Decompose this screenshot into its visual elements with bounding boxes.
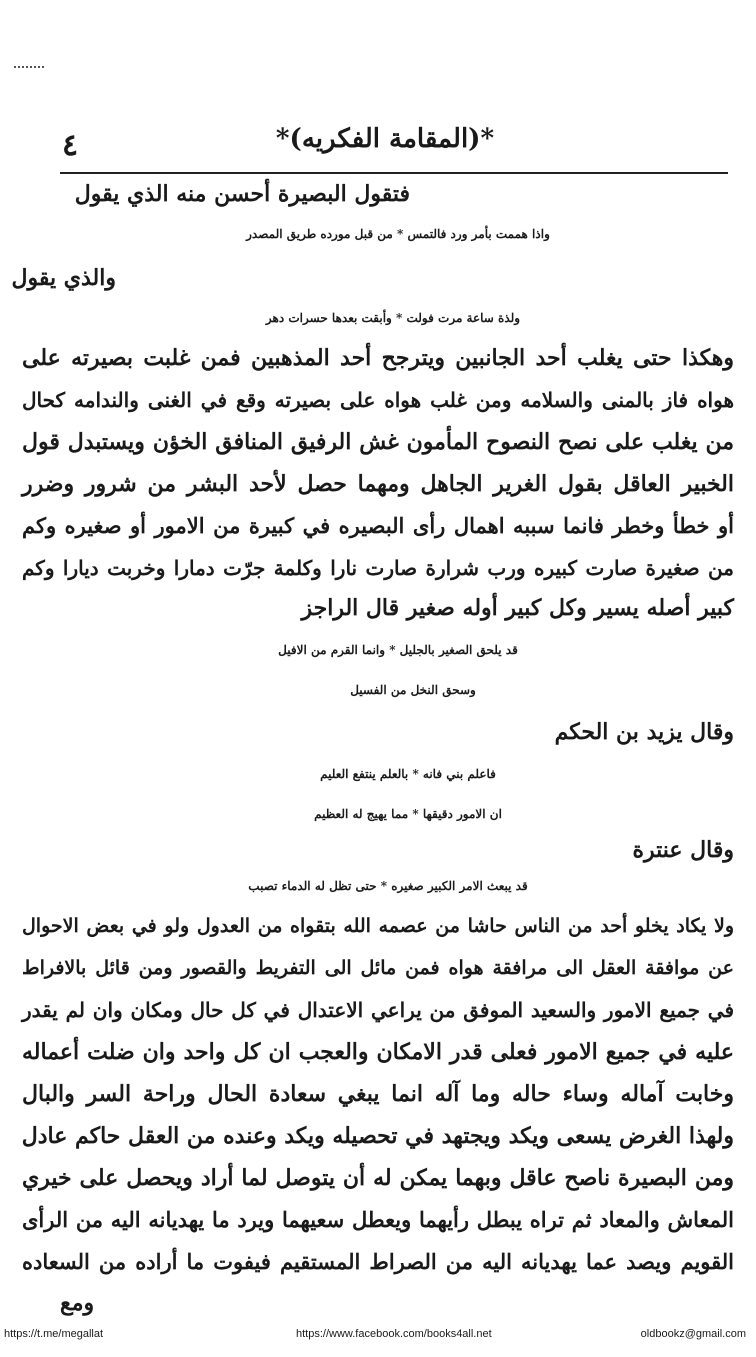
body-line: وهكذا حتى يغلب أحد الجانبين ويترجح أحد المذهبين فمن غلبت بصيرته على	[22, 345, 734, 371]
body-line: من يغلب على نصح النصوح المأمون غش الرفيق المنافق الخؤن ويستبدل قول	[22, 429, 734, 455]
running-head: *(المقامة الفكريه)*	[275, 124, 495, 154]
body-line: كبير أصله يسير وكل كبير أوله صغير قال الراجز	[301, 595, 734, 621]
body-line: عليه في جميع الامور فعلى قدر الامكان والعجب ان كل واحد وان ضلت أعماله	[22, 1039, 734, 1065]
body-line: من صغيرة صارت كبيره ورب شرارة صارت نارا وكلمة جرّت دمارا وخربت ديارا وكم	[22, 556, 734, 580]
verse-line: قد يبعث الامر الكبير صغيره * حتى تظل له الدماء تصبب	[248, 879, 528, 893]
body-line: ولا يكاد يخلو أحد من الناس حاشا من عصمه الله بتقواه من العدول ولو في بعض الاحوال	[22, 915, 734, 937]
catchword: ومع	[60, 1290, 95, 1316]
body-line: ومن البصيرة ناصح عاقل وبهما يمكن له أن يتوصل لما أراد ويحصل على خيري	[22, 1165, 734, 1191]
footer-facebook-link[interactable]: https://www.facebook.com/books4all.net	[296, 1328, 492, 1340]
verse-line: فاعلم بني فانه * بالعلم ينتفع العليم	[320, 767, 496, 781]
body-line: والذي يقول	[11, 265, 116, 291]
body-line: وقال عنترة	[632, 837, 734, 863]
body-line: هواه فاز بالمنى والسلامه ومن غلب هواه على بصيرته وقع في الغنى والندامه كحال	[22, 388, 734, 412]
scan-speck	[14, 66, 44, 72]
footer-email-link[interactable]: oldbookz@gmail.com	[640, 1328, 746, 1340]
body-line: عن موافقة العقل الى مرافقة هواه فمن مائل الى التفريط والقصور ومن قائل بالافراط	[22, 957, 734, 979]
verse-line: ولذة ساعة مرت فولت * وأبقت بعدها حسرات دهر	[265, 311, 521, 325]
body-line: المعاش والمعاد ثم تراه يبطل رأيهما ويعطل سعيهما ويرد ما يهديانه اليه من الرأى	[22, 1207, 734, 1232]
body-line: الخبير العاقل بقول الغرير الجاهل ومهما حصل لأحد البشر من شرور وضرر	[22, 471, 734, 497]
verse-line: ان الامور دقيقها * مما يهيج له العظيم	[314, 807, 502, 821]
verse-line: واذا هممت بأمر ورد فالتمس * من قبل مورده طريق المصدر	[246, 227, 550, 241]
page-number: ٤	[62, 128, 79, 163]
verse-line: وسحق النخل من الفسيل	[350, 683, 476, 697]
body-line: أو خطأ وخطر فانما سببه اهمال رأى البصيره في كبيرة من الامور أو صغيره وكم	[22, 513, 734, 538]
verse-line: قد يلحق الصغير بالجليل * وانما القرم من الافيل	[278, 643, 518, 657]
body-line: فتقول البصيرة أحسن منه الذي يقول	[74, 181, 410, 207]
body-line: القويم ويصد عما يهديانه اليه من الصراط المستقيم فيفوت ما أراده من السعاده	[22, 1249, 734, 1274]
body-line: في جميع الامور والسعيد الموفق من يراعي الاعتدال في كل حال ومكان وان لم يقدر	[22, 998, 734, 1022]
body-line: وخابت آماله وساء حاله وما آله انما يبغي سعادة الحال وراحة السر والبال	[22, 1081, 734, 1107]
body-line: وقال يزيد بن الحكم	[554, 719, 734, 745]
footer-telegram-link[interactable]: https://t.me/megallat	[4, 1328, 104, 1340]
body-line: ولهذا الغرض يسعى ويكد ويجتهد في تحصيله ويكد وعنده من العقل حاكم عادل	[21, 1123, 734, 1149]
